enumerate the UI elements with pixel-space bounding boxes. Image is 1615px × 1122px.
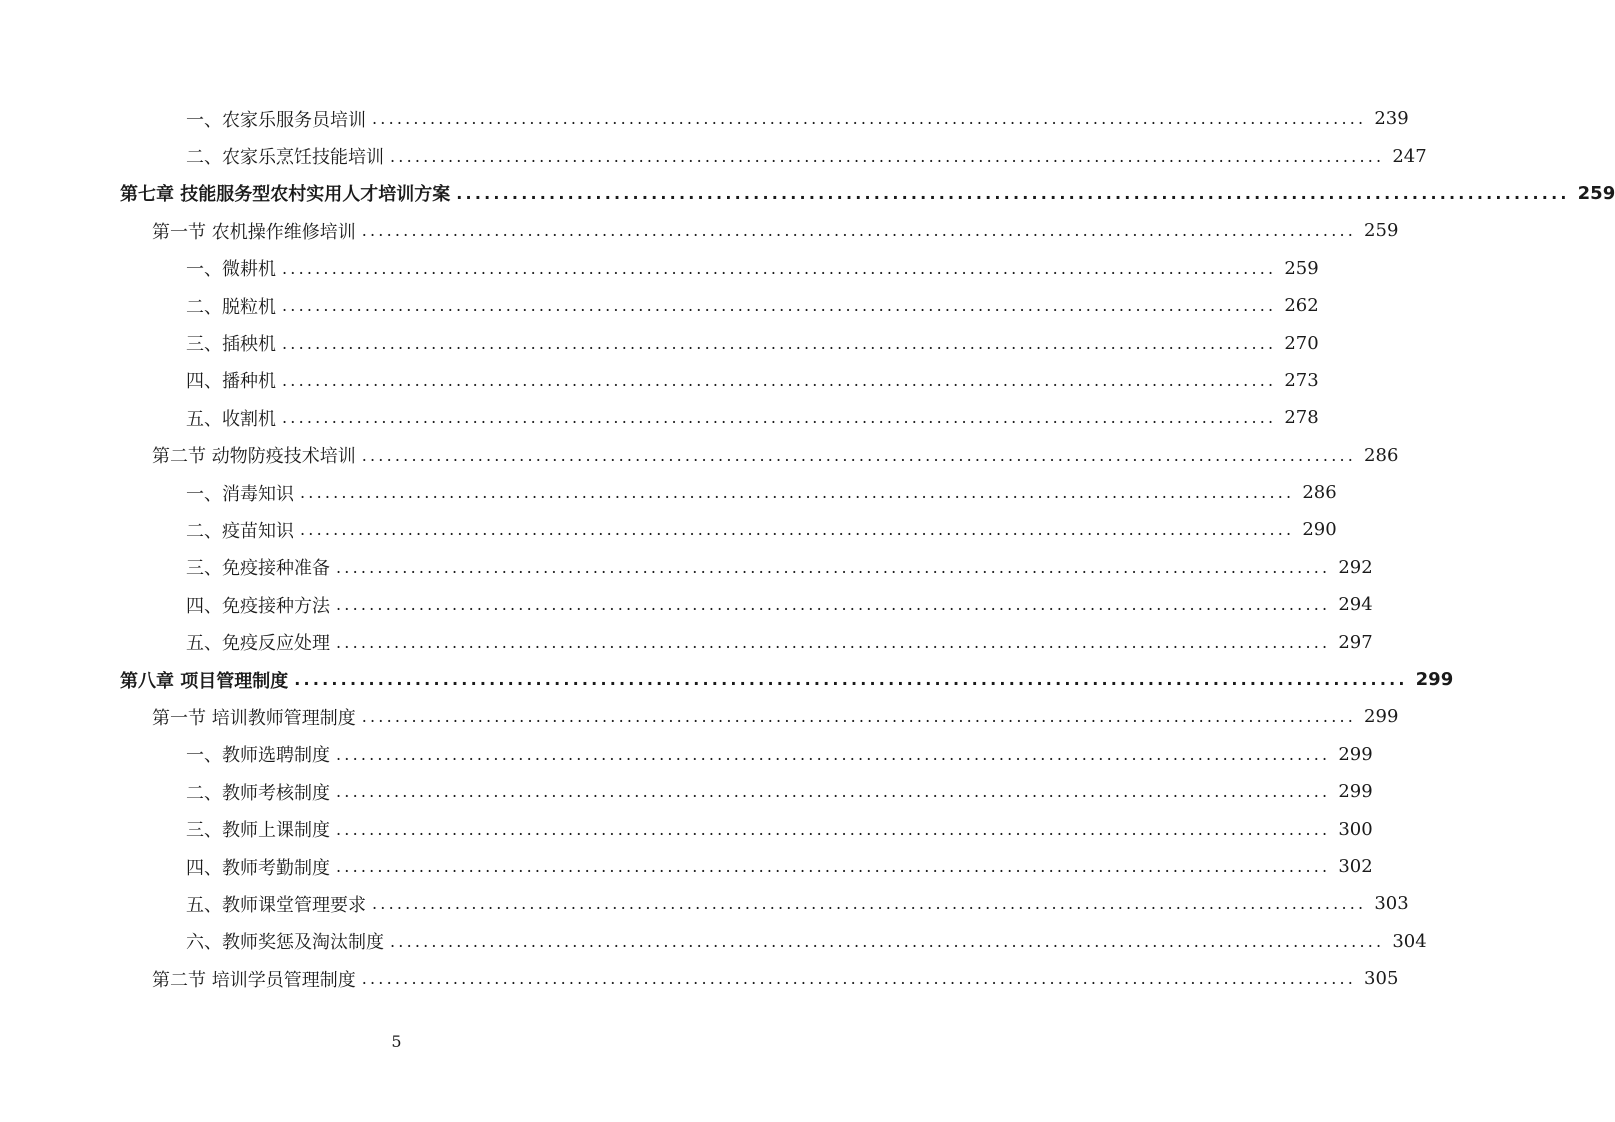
dot-leader: ........................................................................................................................: [372, 109, 1367, 129]
toc-entry-title: 一、微耕机: [186, 255, 282, 281]
toc-entry-item[interactable]: [0, 549, 1373, 586]
dot-leader: ........................................................................................................................: [336, 782, 1331, 802]
toc-entry-title: 第一节 培训教师管理制度: [152, 704, 362, 730]
toc-entry-item[interactable]: [0, 137, 1427, 174]
page-number: 5: [391, 1032, 402, 1051]
dot-leader: ........................................................................................................................: [282, 258, 1277, 278]
toc-entry-page-number: 299: [1338, 781, 1373, 803]
toc-entry-page-number: 259: [1284, 257, 1319, 279]
toc-entry-title: 第二节 培训学员管理制度: [152, 966, 362, 992]
dot-leader: ........................................................................................................................: [336, 819, 1331, 839]
toc-entry-title: 五、教师课堂管理要求: [186, 891, 372, 917]
toc-entry-title: 一、消毒知识: [186, 480, 300, 506]
toc-entry-page-number: 286: [1302, 482, 1337, 504]
toc-entry-page-number: 247: [1392, 145, 1427, 167]
dot-leader: ........................................................................................................................: [336, 857, 1331, 876]
toc-entry-item[interactable]: [0, 399, 1319, 436]
toc-entry-page-number: 299: [1364, 706, 1399, 728]
dot-leader: ........................................................................................................................: [336, 744, 1331, 764]
toc-entry-title: 一、教师选聘制度: [186, 741, 336, 767]
toc-entry-item[interactable]: [0, 100, 1409, 137]
dot-leader: ........................................................................................................................: [336, 557, 1331, 577]
dot-leader: ........................................................................................................................: [456, 183, 1570, 203]
toc-entry-page-number: 302: [1338, 856, 1373, 877]
dot-leader: ........................................................................................................................: [361, 221, 1357, 241]
dot-leader: ........................................................................................................................: [336, 632, 1331, 652]
toc-entry-item[interactable]: [0, 586, 1373, 623]
dot-leader: ........................................................................................................................: [282, 370, 1277, 390]
toc-entry-title: 四、教师考勤制度: [186, 854, 336, 880]
dot-leader: ........................................................................................................................: [372, 894, 1367, 914]
dot-leader: ........................................................................................................................: [361, 969, 1357, 989]
dot-leader: ........................................................................................................................: [390, 146, 1385, 166]
toc-entry-title: 三、插秧机: [186, 330, 282, 356]
toc-entry-title: 第二节 动物防疫技术培训: [152, 442, 362, 468]
toc-entry-page-number: 239: [1374, 108, 1409, 130]
toc-entry-item[interactable]: [0, 250, 1319, 287]
toc-entry-item[interactable]: [0, 362, 1319, 399]
dot-leader: ........................................................................................................................: [361, 445, 1357, 465]
toc-entry-section[interactable]: [0, 212, 1399, 249]
toc-entry-title: 一、农家乐服务员培训: [186, 106, 372, 132]
toc-entry-title: 三、免疫接种准备: [186, 554, 336, 580]
toc-entry-item[interactable]: [0, 623, 1373, 660]
toc-entry-item[interactable]: [0, 287, 1319, 324]
dot-leader: ........................................................................................................................: [294, 670, 1408, 690]
dot-leader: ........................................................................................................................: [282, 408, 1277, 428]
dot-leader: ........................................................................................................................: [390, 931, 1385, 951]
toc-entry-section[interactable]: [0, 698, 1399, 735]
toc-entry-item[interactable]: [0, 810, 1373, 847]
toc-entry-page-number: 303: [1374, 893, 1409, 915]
toc-entry-title: 四、播种机: [186, 367, 282, 393]
toc-entry-title: 二、教师考核制度: [186, 779, 336, 805]
toc-entry-page-number: 290: [1302, 519, 1337, 541]
toc-entry-title: 六、教师奖惩及淘汰制度: [186, 928, 390, 954]
dot-leader: ........................................................................................................................: [336, 595, 1331, 615]
toc-entry-page-number: 292: [1338, 556, 1373, 578]
toc-entry-page-number: 278: [1284, 407, 1319, 429]
toc-entry-page-number: 286: [1364, 444, 1399, 466]
toc-entry-item[interactable]: [0, 923, 1427, 960]
toc-entry-title: 五、收割机: [186, 405, 282, 431]
toc-entry-item[interactable]: [0, 848, 1373, 885]
toc-entry-page-number: 270: [1284, 332, 1319, 354]
dot-leader: ........................................................................................................................: [361, 707, 1357, 727]
toc-entry-page-number: 262: [1284, 295, 1319, 317]
toc-entry-page-number: 299: [1415, 669, 1454, 691]
toc-entry-title: 四、免疫接种方法: [186, 592, 336, 618]
toc-entry-item[interactable]: [0, 736, 1373, 773]
dot-leader: ........................................................................................................................: [282, 296, 1277, 316]
toc-entry-page-number: 299: [1338, 743, 1373, 765]
toc-entry-section[interactable]: [0, 960, 1399, 997]
toc-entry-title: 第一节 农机操作维修培训: [152, 218, 362, 244]
toc-entry-page-number: 297: [1338, 631, 1373, 653]
toc-entry-page-number: 305: [1364, 968, 1399, 990]
toc-entry-title: 第八章 项目管理制度: [120, 667, 294, 693]
toc-entry-page-number: 304: [1392, 930, 1427, 952]
toc-entry-title: 二、疫苗知识: [186, 517, 300, 543]
toc-entry-title: 二、脱粒机: [186, 293, 282, 319]
toc-entry-page-number: 273: [1284, 369, 1319, 391]
dot-leader: ........................................................................................................................: [300, 483, 1295, 503]
toc-entry-title: 三、教师上课制度: [186, 816, 336, 842]
toc-entry-item[interactable]: [0, 474, 1337, 511]
toc-entry-item[interactable]: [0, 773, 1373, 810]
toc-entry-title: 五、免疫反应处理: [186, 629, 336, 655]
dot-leader: ........................................................................................................................: [300, 520, 1295, 540]
toc-entry-chapter[interactable]: [0, 175, 1615, 212]
toc-entry-section[interactable]: [0, 437, 1399, 474]
toc-entry-item[interactable]: [0, 324, 1319, 361]
toc-entry-item[interactable]: [0, 511, 1337, 548]
dot-leader: ........................................................................................................................: [282, 333, 1277, 353]
table-of-contents: [0, 100, 1615, 997]
toc-entry-title: 第七章 技能服务型农村实用人才培训方案: [120, 180, 456, 206]
toc-entry-page-number: 300: [1338, 818, 1373, 840]
toc-entry-page-number: 259: [1364, 220, 1399, 242]
toc-entry-chapter[interactable]: [0, 661, 1454, 698]
toc-entry-item[interactable]: [0, 885, 1409, 922]
toc-entry-page-number: 294: [1338, 594, 1373, 616]
toc-entry-title: 二、农家乐烹饪技能培训: [186, 143, 390, 169]
toc-entry-page-number: 259: [1577, 182, 1615, 204]
